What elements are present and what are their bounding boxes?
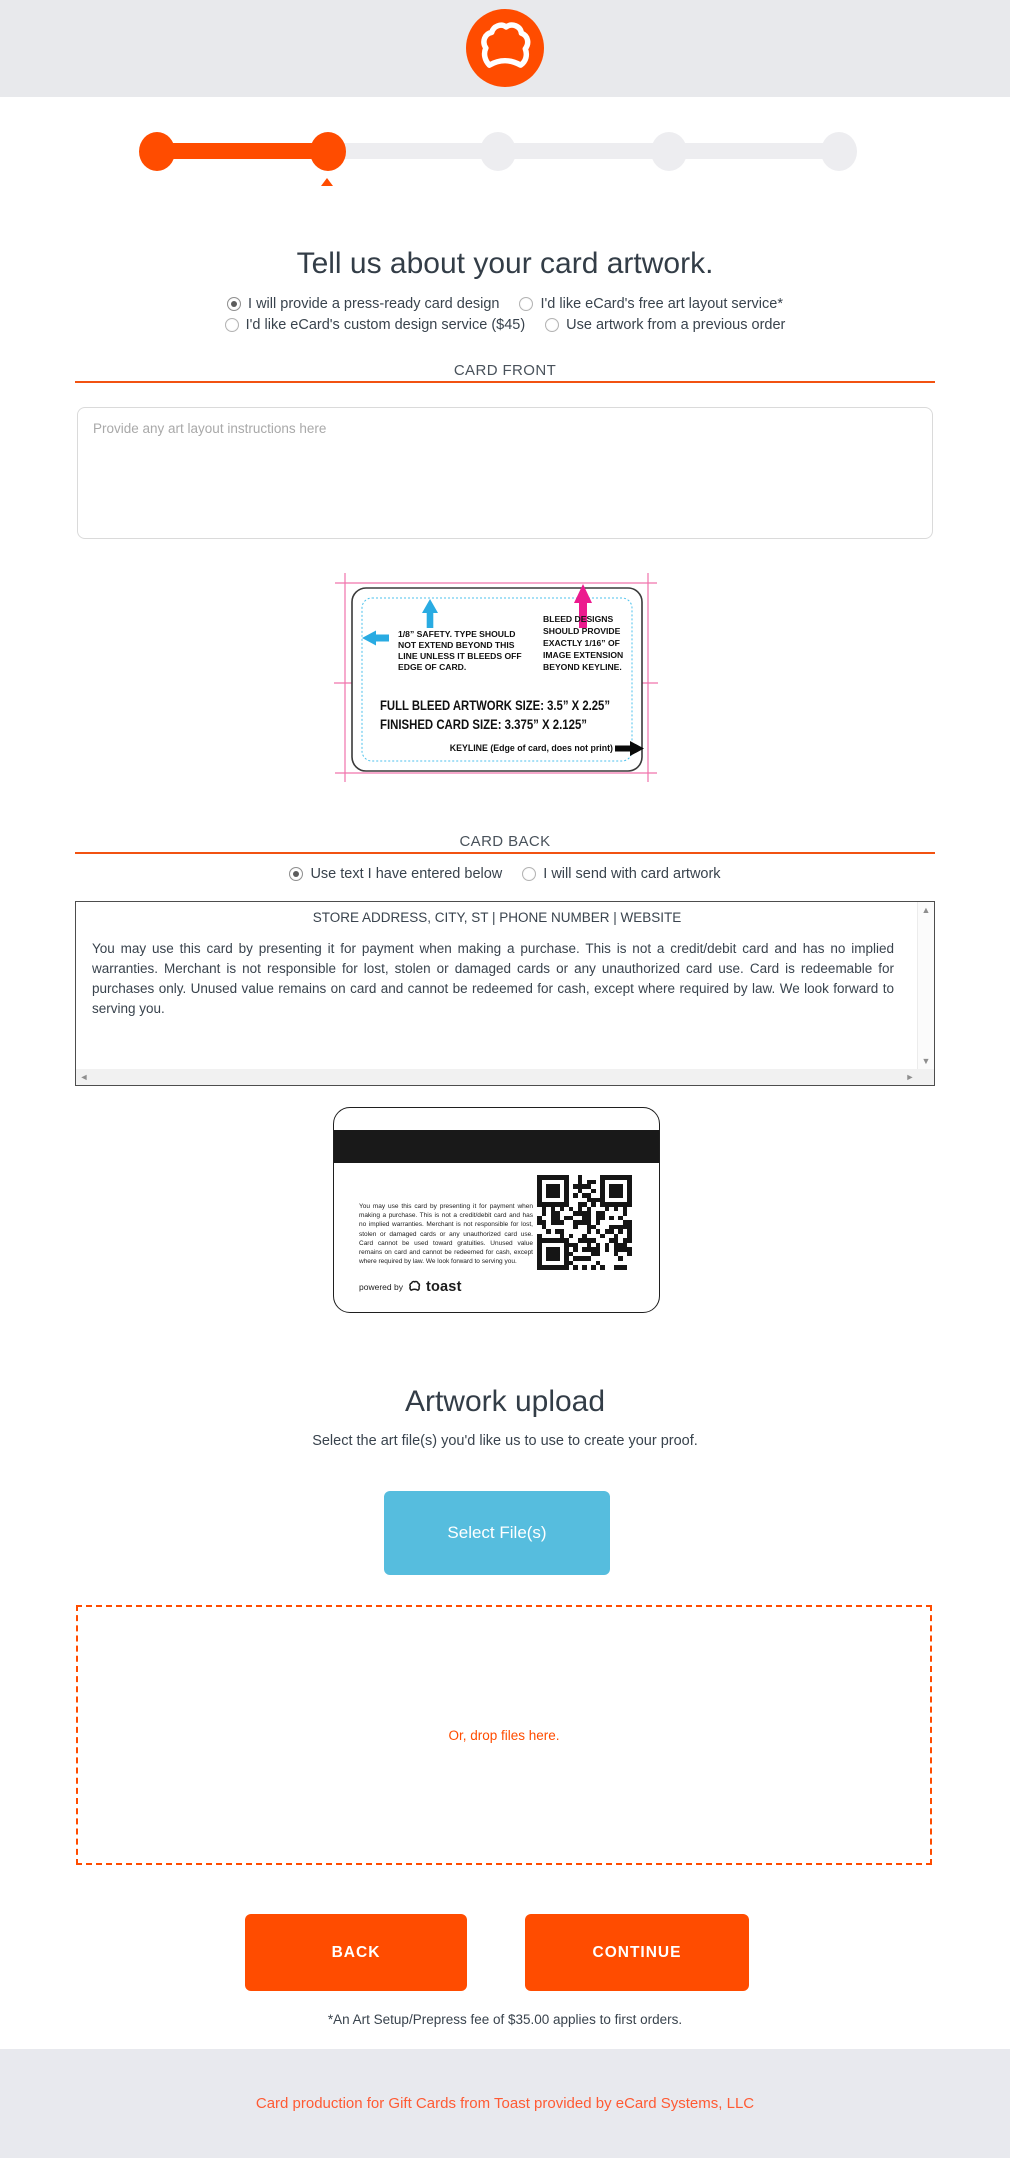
progress-step-3 — [480, 132, 516, 171]
radio-button[interactable] — [225, 318, 239, 332]
option-free-art-layout[interactable] — [519, 296, 782, 312]
select-files-button[interactable]: Select File(s) — [384, 1491, 610, 1575]
radio-button[interactable] — [289, 867, 303, 881]
powered-by-label: powered by — [359, 1281, 403, 1292]
bleed-note-line: EXACTLY 1/16” OF — [543, 638, 620, 648]
toast-logo-icon — [466, 9, 544, 87]
editor-header-line[interactable]: STORE ADDRESS, CITY, ST | PHONE NUMBER | WEBSITE — [312, 910, 682, 925]
card-front-template-diagram — [334, 571, 658, 784]
dropzone-text: Or, drop files here. — [448, 1727, 560, 1743]
progress-step-4 — [651, 132, 687, 171]
progress-step-2 — [310, 132, 346, 171]
full-bleed-size-text: FULL BLEED ARTWORK SIZE: 3.5” X 2.25” — [380, 698, 610, 713]
safety-note-line: LINE UNLESS IT BLEEDS OFF — [398, 651, 522, 661]
continue-button[interactable]: CONTINUE — [525, 1914, 749, 1991]
preview-terms-text: You may use this card by presenting it for payment when making a purchase. This is not a credit/debit card and has no implied warranties. Merchant is not responsible for lost, stolen or damaged cards or any unauthorized card use. Card cannot be used toward gratuities. Unused value remains on card and cannot be redeemed for cash, except where required by law. We look forward to serving you. — [359, 1203, 533, 1266]
finished-size-text: FINISHED CARD SIZE: 3.375” X 2.125” — [380, 717, 587, 732]
art-instructions-textarea[interactable] — [77, 407, 933, 539]
radio-label: I'd like eCard's custom design service ($45) — [245, 317, 526, 333]
footer-text: Card production for Gift Cards from Toast provided by eCard Systems, LLC — [255, 2095, 755, 2112]
bleed-note-line: BLEED DESIGNS — [543, 614, 614, 624]
safety-note-line: NOT EXTEND BEYOND THIS — [398, 640, 515, 650]
radio-button[interactable] — [519, 297, 533, 311]
radio-row — [225, 317, 786, 333]
qr-code — [537, 1175, 632, 1270]
radio-label: Use artwork from a previous order — [566, 317, 786, 333]
back-button[interactable]: BACK — [245, 1914, 467, 1991]
radio-button[interactable] — [227, 297, 241, 311]
bleed-note-line: IMAGE EXTENSION — [543, 650, 624, 660]
artwork-option-group — [0, 296, 1010, 333]
card-front-divider — [75, 381, 935, 383]
card-back-section-label: CARD BACK — [459, 833, 551, 850]
progress-step-1 — [139, 132, 175, 171]
file-dropzone[interactable] — [76, 1605, 932, 1865]
card-back-preview — [333, 1107, 660, 1313]
keyline-note-text: KEYLINE (Edge of card, does not print) — [449, 743, 613, 753]
card-front-section-label: CARD FRONT — [453, 362, 557, 379]
safety-note-line: 1/8” SAFETY. TYPE SHOULD — [398, 629, 516, 639]
progress-step-5 — [821, 132, 857, 171]
scrollbar-corner — [918, 1069, 934, 1085]
scroll-down-icon[interactable]: ▼ — [921, 1056, 931, 1066]
artwork-upload-subtitle: Select the art file(s) you'd like us to use to create your proof. — [312, 1433, 698, 1449]
radio-label: I will send with card artwork — [543, 866, 721, 882]
radio-row — [289, 866, 720, 882]
radio-label: Use text I have entered below — [310, 866, 503, 882]
horizontal-scrollbar[interactable] — [76, 1069, 918, 1085]
radio-label: I'd like eCard's free art layout service* — [540, 296, 783, 312]
current-step-pointer — [321, 178, 333, 186]
safety-note-line: EDGE OF CARD. — [398, 662, 467, 672]
magnetic-stripe — [334, 1130, 659, 1163]
toast-glyph-icon — [406, 1278, 423, 1295]
option-press-ready[interactable] — [227, 296, 499, 312]
scroll-up-icon[interactable]: ▲ — [921, 905, 931, 915]
header — [0, 0, 1010, 97]
bleed-note-line: BEYOND KEYLINE. — [543, 662, 622, 672]
footer — [0, 2049, 1010, 2158]
radio-label: I will provide a press-ready card design — [248, 296, 500, 312]
card-back-option-group — [0, 866, 1010, 882]
option-send-with-artwork[interactable] — [522, 866, 720, 882]
toast-wordmark: toast — [425, 1278, 462, 1295]
option-custom-design[interactable] — [225, 317, 526, 333]
editor-body-text[interactable]: You may use this card by presenting it for payment when making a purchase. This is not a credit/debit card and has no implied warranties. Merchant is not responsible for lost, stolen or damaged cards or any unauthorized card use. Card is redeemable for purchases only. Unused value remains on card and cannot be redeemed for cash, except where required by law. We look forward to serving you. — [92, 941, 894, 1016]
radio-button[interactable] — [522, 867, 536, 881]
powered-by-toast — [359, 1278, 462, 1295]
scroll-left-icon[interactable]: ◄ — [79, 1072, 89, 1082]
option-previous-order[interactable] — [545, 317, 785, 333]
option-use-entered-text[interactable] — [289, 866, 502, 882]
scroll-right-icon[interactable]: ► — [905, 1072, 915, 1082]
artwork-upload-title: Artwork upload — [404, 1385, 606, 1418]
progress-active-segment — [157, 143, 328, 159]
fee-note: *An Art Setup/Prepress fee of $35.00 applies to first orders. — [327, 2012, 683, 2027]
radio-row — [227, 296, 783, 312]
card-back-text-editor[interactable] — [75, 901, 935, 1086]
card-back-divider — [75, 852, 935, 854]
bleed-note-line: SHOULD PROVIDE — [543, 626, 621, 636]
progress-bar — [75, 130, 935, 192]
page-title: Tell us about your card artwork. — [296, 247, 714, 280]
radio-button[interactable] — [545, 318, 559, 332]
vertical-scrollbar[interactable] — [917, 902, 934, 1069]
